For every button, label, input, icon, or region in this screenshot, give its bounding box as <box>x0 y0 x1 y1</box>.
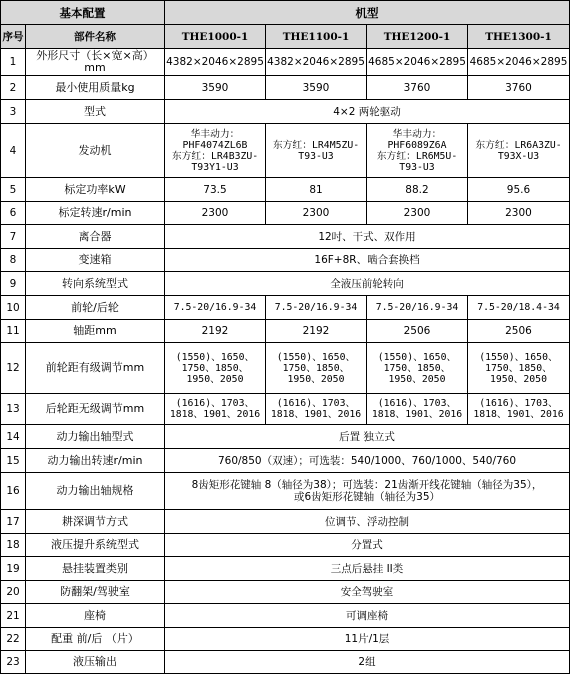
spec-value: 4685×2046×2895 <box>367 49 468 76</box>
row-number: 20 <box>1 581 26 604</box>
part-name: 最小使用质量kg <box>26 76 165 100</box>
row-number: 23 <box>1 651 26 674</box>
row-number: 21 <box>1 604 26 628</box>
spec-value: (1616)、1703、 1818、1901、2016 <box>266 394 367 425</box>
spec-value: (1550)、1650、 1750、1850、 1950、2050 <box>367 343 468 394</box>
spec-value-all-models: 全液压前轮转向 <box>165 272 570 296</box>
row-number: 16 <box>1 473 26 510</box>
spec-table-body <box>1 49 570 674</box>
spec-value: 81 <box>266 178 367 202</box>
table-row <box>1 296 570 320</box>
row-number: 6 <box>1 202 26 225</box>
index-header: 序号 <box>1 25 26 49</box>
spec-value-all-models: 760/850（双速）；可选装：540/1000、760/1000、540/760 <box>165 449 570 473</box>
part-name: 前轮距有级调节mm <box>26 343 165 394</box>
row-number: 18 <box>1 534 26 557</box>
spec-value: (1616)、1703、 1818、1901、2016 <box>367 394 468 425</box>
part-name: 外形尺寸（长×宽×高）mm <box>26 49 165 76</box>
row-number: 13 <box>1 394 26 425</box>
part-name: 动力输出轴规格 <box>26 473 165 510</box>
model-header-1: THE1000-1 <box>165 25 266 49</box>
part-name: 轴距mm <box>26 320 165 343</box>
spec-value: (1616)、1703、 1818、1901、2016 <box>165 394 266 425</box>
row-number: 22 <box>1 628 26 651</box>
table-row <box>1 534 570 557</box>
part-name: 悬挂装置类别 <box>26 557 165 581</box>
part-name: 液压提升系统型式 <box>26 534 165 557</box>
spec-value: 7.5-20/16.9-34 <box>367 296 468 320</box>
spec-value-all-models: 后置 独立式 <box>165 425 570 449</box>
spec-value: 3590 <box>165 76 266 100</box>
basic-config-header: 基本配置 <box>1 1 165 25</box>
table-row <box>1 76 570 100</box>
part-name: 离合器 <box>26 225 165 249</box>
spec-value-all-models: 12吋、干式、双作用 <box>165 225 570 249</box>
spec-value: 88.2 <box>367 178 468 202</box>
row-number: 5 <box>1 178 26 202</box>
table-row <box>1 628 570 651</box>
spec-value: 3760 <box>468 76 570 100</box>
table-row <box>1 581 570 604</box>
header-row-2 <box>1 25 570 49</box>
spec-value: 2300 <box>367 202 468 225</box>
table-row <box>1 100 570 124</box>
spec-value: 7.5-20/16.9-34 <box>266 296 367 320</box>
row-number: 11 <box>1 320 26 343</box>
spec-value: 95.6 <box>468 178 570 202</box>
spec-value: 2300 <box>165 202 266 225</box>
part-name: 座椅 <box>26 604 165 628</box>
part-name: 标定转速r/min <box>26 202 165 225</box>
spec-value: 2506 <box>367 320 468 343</box>
model-header-4: THE1300-1 <box>468 25 570 49</box>
row-number: 17 <box>1 510 26 534</box>
part-name: 防翻架/驾驶室 <box>26 581 165 604</box>
spec-value: 7.5-20/16.9-34 <box>165 296 266 320</box>
row-number: 19 <box>1 557 26 581</box>
spec-value: 2506 <box>468 320 570 343</box>
row-number: 4 <box>1 124 26 178</box>
spec-value: 3590 <box>266 76 367 100</box>
table-row <box>1 272 570 296</box>
spec-value: 2192 <box>266 320 367 343</box>
table-row <box>1 651 570 674</box>
spec-value: 华丰动力： PHF6089Z6A 东方红：LR6M5U- T93-U3 <box>367 124 468 178</box>
table-row <box>1 320 570 343</box>
part-name: 标定功率kW <box>26 178 165 202</box>
table-row <box>1 124 570 178</box>
spec-value: 2300 <box>468 202 570 225</box>
part-name: 动力输出转速r/min <box>26 449 165 473</box>
row-number: 1 <box>1 49 26 76</box>
table-row <box>1 249 570 272</box>
table-row <box>1 604 570 628</box>
spec-value: 东方红：LR6A3ZU- T93X-U3 <box>468 124 570 178</box>
row-number: 15 <box>1 449 26 473</box>
spec-value: 7.5-20/18.4-34 <box>468 296 570 320</box>
part-name-header: 部件名称 <box>26 25 165 49</box>
row-number: 10 <box>1 296 26 320</box>
spec-value-all-models: 16F+8R、啮合套换档 <box>165 249 570 272</box>
model-type-header: 机型 <box>165 1 570 25</box>
row-number: 12 <box>1 343 26 394</box>
part-name: 变速箱 <box>26 249 165 272</box>
spec-value: 4382×2046×2895 <box>266 49 367 76</box>
table-row <box>1 343 570 394</box>
spec-value: 2192 <box>165 320 266 343</box>
part-name: 动力输出轴型式 <box>26 425 165 449</box>
header-row-1 <box>1 1 570 25</box>
table-row <box>1 449 570 473</box>
spec-value: (1550)、1650、 1750、1850、 1950、2050 <box>165 343 266 394</box>
spec-value-all-models: 分置式 <box>165 534 570 557</box>
part-name: 转向系统型式 <box>26 272 165 296</box>
part-name: 后轮距无级调节mm <box>26 394 165 425</box>
spec-value: 4382×2046×2895 <box>165 49 266 76</box>
model-header-3: THE1200-1 <box>367 25 468 49</box>
row-number: 8 <box>1 249 26 272</box>
spec-value-all-models: 2组 <box>165 651 570 674</box>
table-row <box>1 49 570 76</box>
spec-value: 2300 <box>266 202 367 225</box>
part-name: 耕深调节方式 <box>26 510 165 534</box>
table-row <box>1 178 570 202</box>
part-name: 型式 <box>26 100 165 124</box>
row-number: 14 <box>1 425 26 449</box>
spec-value-all-models: 11片/1层 <box>165 628 570 651</box>
table-row <box>1 557 570 581</box>
spec-value: 4685×2046×2895 <box>468 49 570 76</box>
table-row <box>1 394 570 425</box>
part-name: 液压输出 <box>26 651 165 674</box>
spec-value: (1550)、1650、 1750、1850、 1950、2050 <box>468 343 570 394</box>
spec-value: 华丰动力： PHF4074ZL6B 东方红：LR4B3ZU- T93Y1-U3 <box>165 124 266 178</box>
spec-value-all-models: 安全驾驶室 <box>165 581 570 604</box>
spec-value-all-models: 4×2 两轮驱动 <box>165 100 570 124</box>
spec-value: 3760 <box>367 76 468 100</box>
row-number: 2 <box>1 76 26 100</box>
part-name: 发动机 <box>26 124 165 178</box>
table-row <box>1 473 570 510</box>
table-row <box>1 425 570 449</box>
row-number: 9 <box>1 272 26 296</box>
table-row <box>1 225 570 249</box>
part-name: 前轮/后轮 <box>26 296 165 320</box>
table-row <box>1 510 570 534</box>
row-number: 3 <box>1 100 26 124</box>
spec-value-all-models: 可调座椅 <box>165 604 570 628</box>
row-number: 7 <box>1 225 26 249</box>
spec-value-all-models: 三点后悬挂 II类 <box>165 557 570 581</box>
table-row <box>1 202 570 225</box>
spec-value-all-models: 8齿矩形花键轴 8（轴径为38）；可选装：21齿渐开线花键轴（轴径为35）， 或6齿矩形花键轴（轴径为35） <box>165 473 570 510</box>
model-header-2: THE1100-1 <box>266 25 367 49</box>
spec-value: 东方红：LR4M5ZU- T93-U3 <box>266 124 367 178</box>
spec-value-all-models: 位调节、浮动控制 <box>165 510 570 534</box>
spec-value: (1550)、1650、 1750、1850、 1950、2050 <box>266 343 367 394</box>
part-name: 配重 前/后 （片） <box>26 628 165 651</box>
spec-value: (1616)、1703、 1818、1901、2016 <box>468 394 570 425</box>
spec-value: 73.5 <box>165 178 266 202</box>
